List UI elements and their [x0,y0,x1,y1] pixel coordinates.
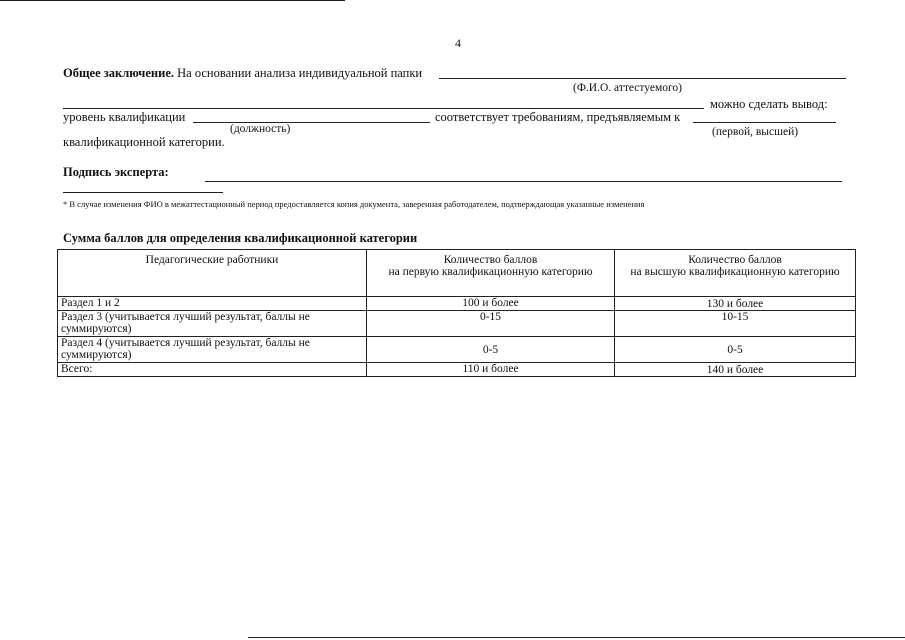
table-title: Сумма баллов для определения квалификационной категории [63,231,418,245]
row-label: Всего: [58,363,367,377]
signature-label: Подпись эксперта: [63,165,169,179]
header-cell-highest [615,250,856,297]
table-row [58,363,856,377]
fio-blank-continued [63,108,704,109]
footnote-separator [63,192,223,193]
position-hint: (должность) [230,123,291,135]
position-blank [193,122,430,123]
row-first-value: 0-5 [367,337,615,363]
conclusion-heading [63,66,422,81]
header-first-line1: Количество баллов [443,254,538,266]
table-header-row [58,250,856,297]
meets-text: соответствует требованиям, предъявляемым к [435,110,681,124]
category-blank [693,122,836,123]
table-row [58,297,856,311]
top-border-line [0,0,345,1]
fio-hint: (Ф.И.О. аттестуемого) [573,82,682,94]
table-row [58,337,856,363]
conclusion-suffix: можно сделать вывод: [710,97,828,111]
row-first-value: 0-15 [367,311,615,337]
header-highest-line1: Количество баллов [688,254,782,266]
conclusion-label: Общее заключение. [63,66,174,80]
header-workers-line1: Педагогические работники [145,254,279,266]
row-highest-value: 130 и более [615,297,856,311]
header-cell-first [367,250,615,297]
row-label: Раздел 1 и 2 [58,297,367,311]
footnote: * В случае изменения ФИО в межаттестационный период предоставляется копия документа, заверенная работодателем, подтверждающая указанные изменения [63,199,645,209]
row-highest-value: 10-15 [615,311,856,337]
row-label: Раздел 4 (учитывается лучший результат, баллы не суммируются) [58,337,367,363]
header-first-line2: на первую квалификационную категорию [388,266,593,278]
row-highest-value: 0-5 [615,337,856,363]
header-highest-line2: на высшую квалификационную категорию [630,266,840,278]
row-highest-value: 140 и более [615,363,856,377]
level-label: уровень квалификации [63,110,186,124]
bottom-border-line [248,637,905,638]
page-number: 4 [455,36,461,50]
fio-blank [439,78,846,79]
category-end: квалификационной категории. [63,135,225,149]
row-label: Раздел 3 (учитывается лучший результат, баллы не суммируются) [58,311,367,337]
table-row [58,311,856,337]
header-cell-workers [58,250,367,297]
conclusion-text: На основании анализа индивидуальной папки [177,66,423,80]
row-first-value: 100 и более [367,297,615,311]
row-first-value: 110 и более [367,363,615,377]
signature-blank [205,181,842,182]
category-hint: (первой, высшей) [712,126,799,138]
score-table [57,249,856,377]
